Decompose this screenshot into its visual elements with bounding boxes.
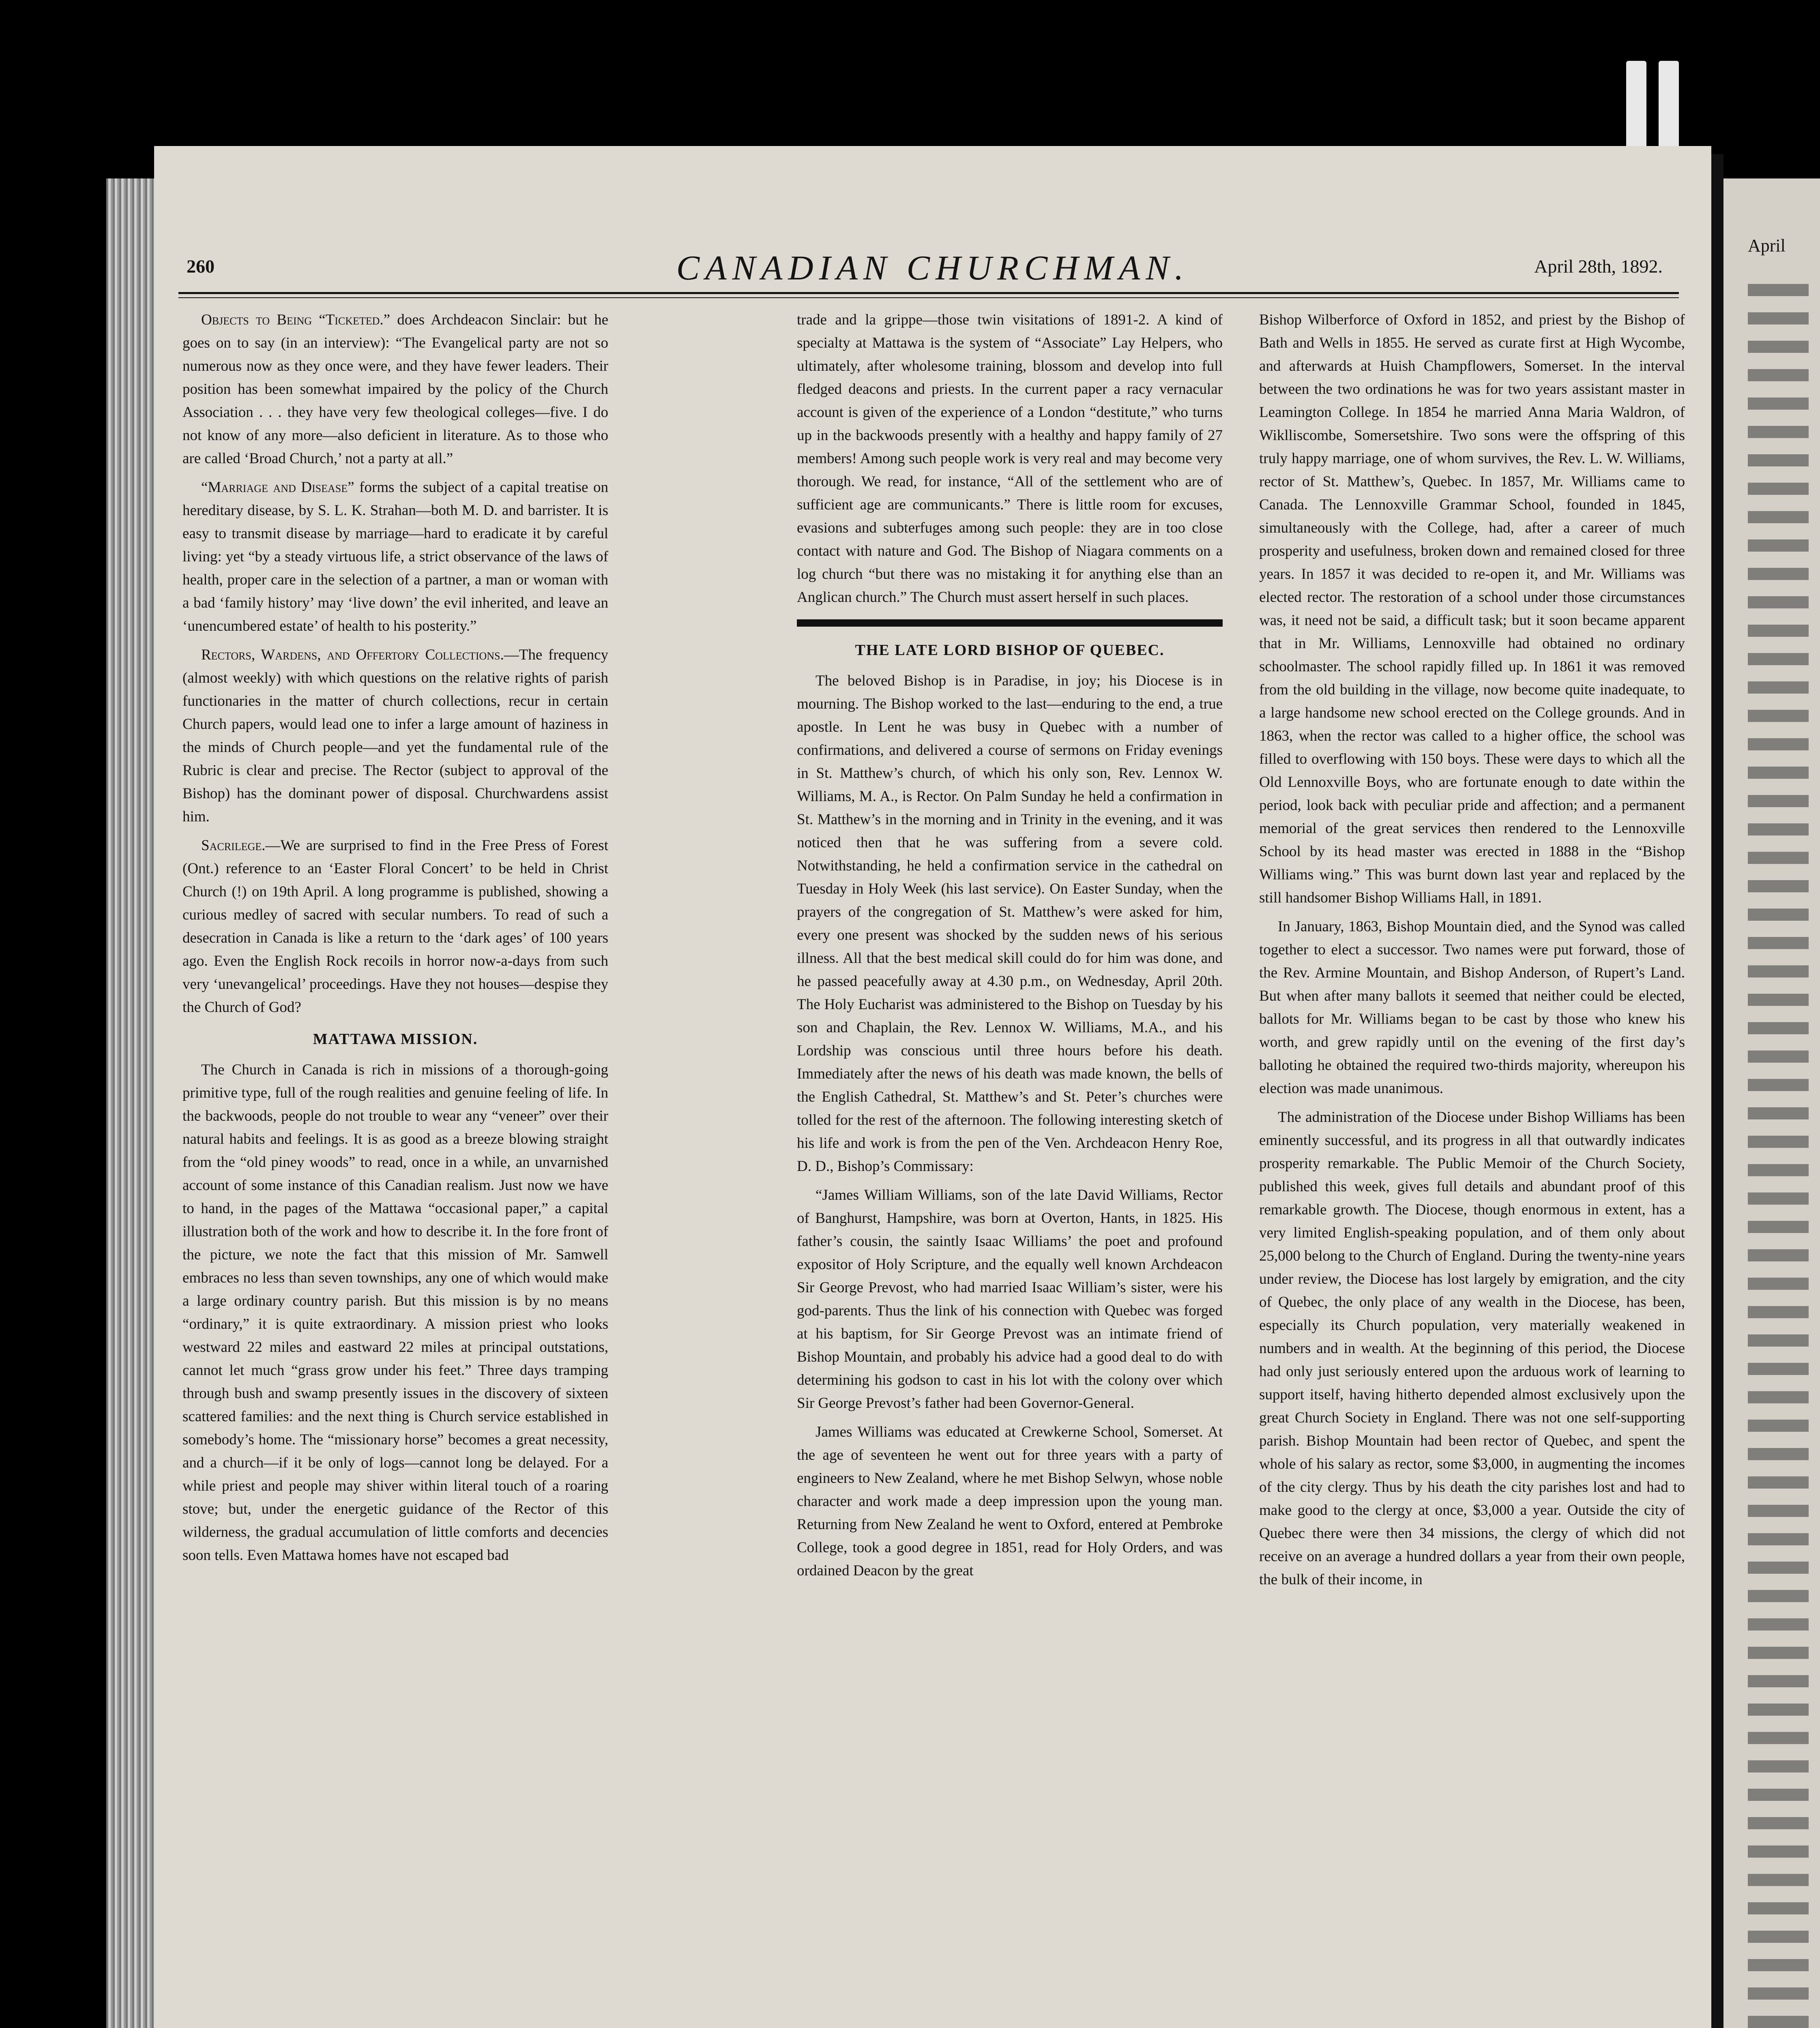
section-heading-mattawa: MATTAWA MISSION. xyxy=(313,1031,478,1048)
paragraph-text: —We are surprised to find in the Free Press of Forest (Ont.) reference to an ‘Easter Floral Concert’ to be held in Christ Church (!) on 19th April. A long programme is published, showing a curious medley of sacred with secular numbers. To read of such a desecration in Canada is like a return to the ‘dark ages’ of 100 years ago. Even the English Rock recoils in horror now-a-days from such very ‘unevangelical’ proceedings. Have they not houses—despise they the Church of God? xyxy=(182,837,608,1016)
page-number: 260 xyxy=(187,256,215,277)
paragraph-bishop-1: The beloved Bishop is in Paradise, in joy; his Diocese is in mourning. The Bishop worked to the last—enduring to the end, a true apostle. In Lent he was busy in Quebec with a number of confirmations, and delivered a course of sermons on Friday evenings in St. Matthew’s church, of which his only son, Rev. Lennox W. Williams, M. A., is Rector. On Palm Sunday he held a confirmation in St. Matthew’s in the morning and in Trinity in the evening, and it was noticed then that he was suffering from a severe cold. Notwithstanding, he held a confirmation service in the cathedral on Tuesday in Holy Week (his last service). On Easter Sunday, when the prayers of the congregation of St. Matthew’s were asked for him, every one present was shocked by the sudden news of his serious illness. All that the best medical skill could do for him was done, and he passed peacefully away at 4.30 p.m., on Wednesday, April 20th. The Holy Eucharist was administered to the Bishop on Tuesday by his son and Chaplain, the Rev. Lennox W. Williams, M.A., and his Lordship was conscious until three hours before his death. Immediately after the news of his death was made known, the bells of the English Cathedral, St. Matthew’s and St. Peter’s churches were tolled for the rest of the afternoon. The following interesting sketch of his life and work is from the pen of the Ven. Archdeacon Henry Roe, D. D., Bishop’s Commissary: xyxy=(797,672,1223,1175)
paragraph-sacrilege xyxy=(182,834,608,1019)
paragraph-bishop-3: James Williams was educated at Crewkerne School, Somerset. At the age of seventeen he went out for three years with a party of engineers to New Zealand, where he met Bishop Selwyn, whose noble character and work made a deep impression upon the young man. Returning from New Zealand he went to Oxford, entered at Pembroke College, took a good degree in 1851, read for Holy Orders, and was ordained Deacon by the great xyxy=(797,1424,1223,1579)
column-2 xyxy=(797,308,1223,1588)
paragraph-text: —The frequency (almost weekly) with which questions on the relative rights of parish functionaries in the matter of church collections, recur in certain Church papers, would lead one to infer a large amount of haziness in the minds of Church people—and yet the fundamental rule of the Rubric is clear and precise. The Rector (subject to approval of the Bishop) has the dominant power of disposal. Churchwardens assist him. xyxy=(182,647,608,825)
paragraph-heading: Rectors, Wardens, and Offertory Collections. xyxy=(201,647,504,663)
paragraph-mattawa-cont: trade and la grippe—those twin visitations of 1891-2. A kind of specialty at Mattawa is the system of “Associate” Lay Helpers, who ultimately, after wholesome training, blossom and develop into full fledged deacons and priests. In the current paper a racy vernacular account is given of the experience of a London “destitute,” who turns up in the backwoods presently with a healthy and happy family of 27 members! Among such people work is very real and may become very thorough. We read, for instance, “All of the settlement who are of sufficient age are communicants.” There is little room for excuses, evasions and subterfuges among such people: they are in too close contact with nature and God. The Bishop of Niagara comments on a log church “but there was no mistaking it for anything else than an Anglican church.” The Church must assert herself in such places. xyxy=(797,312,1223,606)
gutter-shadow xyxy=(1711,154,1723,2028)
paragraph-bishop-2: “James William Williams, son of the late David Williams, Rector of Banghurst, Hampshire, was born at Overton, Hants, in 1825. His father’s cousin, the saintly Isaac Williams’ the poet and profound expositor of Holy Scripture, and the equally well known Archdeacon Sir George Prevost, who had married Isaac William’s sister, were his god-parents. Thus the link of his connection with Quebec was forged at his baptism, for Sir George Prevost was an intimate friend of Bishop Mountain, and probably his advice had a good deal to do with determining his godson to cast in his lot with the colony over which Sir George Prevost’s father had been Governor-General. xyxy=(797,1187,1223,1411)
section-divider xyxy=(797,619,1223,627)
issue-date: April 28th, 1892. xyxy=(1534,256,1663,277)
section-heading-bishop: THE LATE LORD BISHOP OF QUEBEC. xyxy=(855,642,1165,659)
facing-page xyxy=(1723,178,1820,2028)
paragraph-marriage xyxy=(182,476,608,638)
paragraph-bishop-4: Bishop Wilberforce of Oxford in 1852, and priest by the Bishop of Bath and Wells in 1855. He served as curate first at High Wycombe, and afterwards at Huish Champflowers, Somerset. In the interval between the two ordinations he was for two years assistant master in Leamington College. In 1854 he married Anna Maria Waldron, of Wiklliscombe, Somersetshire. Two sons were the offspring of this truly happy marriage, one of whom survives, the Rev. L. W. Williams, rector of St. Matthew’s, Quebec. In 1857, Mr. Williams came to Canada. The Lennoxville Grammar School, founded in 1845, simultaneously with the College, had, after a career of much prosperity and usefulness, broken down and remained closed for three years. In 1857 it was decided to re-open it, and Mr. Williams was elected rector. The restoration of a school under those circumstances was, it need not be said, a difficult task; but it soon became apparent that in Mr. Williams, Lennoxville had obtained no ordinary schoolmaster. The school rapidly filled up. In 1861 it was removed from the old building in the village, now become quite inadequate, to a large handsome new school erected on the College grounds. And in 1863, when the rector was called to a higher office, the school was filled to overflowing with 150 boys. These were days to which all the Old Lennoxville Boys, who are fortunate enough to date within the period, look back with peculiar pride and affection; and a permanent memorial of the great services then rendered to the Lennoxville School by its head master was erected in 1888 in the “Bishop Williams wing.” This was burnt down last year and replaced by the still handsomer Bishop Williams Hall, in 1891. xyxy=(1259,312,1685,906)
paragraph-text: does Archdeacon Sinclair: but he goes on to say (in an interview): “The Evangelical party are not so numerous now as they once were, and they have fewer leaders. Their position has been somewhat impaired by the policy of the Church Association . . . they have very few theological colleges—five. I do not know of any more—also deficient in literature. As to those who are called ‘Broad Church,’ not a party at all.” xyxy=(182,312,608,467)
paragraph-heading: Sacrilege. xyxy=(201,837,266,854)
paragraph-bishop-5: In January, 1863, Bishop Mountain died, and the Synod was called together to elect a successor. Two names were put forward, those of the Rev. Armine Mountain, and Bishop Anderson, of Rupert’s Land. But when after many ballots it seemed that neither could be elected, ballots for Mr. Williams began to be cast by those who knew his worth, and grew rapidly until on the evening of the first day’s balloting he obtained the required two-thirds majority, whereupon his election was made unanimous. xyxy=(1259,918,1685,1097)
newspaper-page xyxy=(154,146,1711,2028)
column-3 xyxy=(1259,308,1685,1597)
header-rule xyxy=(178,292,1679,298)
paragraph-rectors xyxy=(182,643,608,828)
paragraph-text: forms the subject of a capital treatise on hereditary disease, by S. L. K. Strahan—both M. D. and barrister. It is easy to transmit disease by marriage—hard to eradicate it by careful living: yet “by a steady virtuous life, a strict observance of the laws of health, proper care in the selection of a partner, a man or woman with a bad ‘family history’ may ‘live down’ the evil inherited, and leave an ‘unencumbered estate’ of health to his posterity.” xyxy=(182,479,608,634)
facing-page-header: April xyxy=(1748,236,1786,256)
masthead-title: CANADIAN CHURCHMAN. xyxy=(676,248,1189,287)
column-1 xyxy=(182,308,608,1573)
paragraph-heading: Objects to Being “Ticketed.” xyxy=(201,312,391,328)
paragraph-objects xyxy=(182,308,608,470)
paragraph-heading: “Marriage and Disease” xyxy=(201,479,354,496)
paragraph-bishop-6: The administration of the Diocese under Bishop Williams has been eminently successful, and its progress in all that outwardly indicates prosperity remarkable. The Public Memoir of the Church Society, published this week, gives full details and abundant proof of this remarkable growth. The Diocese, though enormous in extent, has a very limited English-speaking population, and of them only about 25,000 belong to the Church of England. During the twenty-nine years under review, the Diocese has lost largely by emigration, and the city of Quebec, the only place of any wealth in the Diocese, has been, especially its Church population, very materially weakened in numbers and in wealth. At the beginning of this period, the Diocese had only just seriously entered upon the arduous work of learning to support itself, having hitherto depended almost exclusively upon the great Church Society in England. There was not one self-supporting parish. Bishop Mountain had been rector of Quebec, and spent the whole of his salary as rector, some $3,000, in augmenting the incomes of the city clergy. Thus by his death the city parishes lost and had to make good to the clergy at once, $3,000 a year. Outside the city of Quebec there were then 34 missions, the clergy of which did not receive on an average a hundred dollars a year from their own people, the bulk of their income, in xyxy=(1259,1109,1685,1588)
book-page-edges xyxy=(106,178,155,2028)
paragraph-mattawa: The Church in Canada is rich in missions of a thorough-going primitive type, full of the rough realities and genuine feeling of life. In the backwoods, people do not trouble to wear any “veneer” over their natural habits and feelings. It is as good as a breeze blowing straight from the “old piney woods” to read, once in a while, an unvarnished account of some instance of this Canadian realism. Just now we have to hand, in the pages of the Mattawa “occasional paper,” a capital illustration both of the work and how to describe it. In the fore front of the picture, we note the fact that this mission of Mr. Samwell embraces no less than seven townships, any one of which would make a large ordinary country parish. But this mission is by no means “ordinary,” it is quite extraordinary. A mission priest who looks westward 22 miles and eastward 22 miles at principal outstations, cannot let much “grass grow under his feet.” Three days tramping through bush and swamp presently issues in the discovery of sixteen scattered families: and the next thing is Church service established in somebody’s home. The “missionary horse” becomes a great necessity, and a church—if it be only of logs—cannot long be delayed. For a while priest and people may shiver within literal touch of a roaring stove; but, under the energetic guidance of the Rector of this wilderness, the gradual accumulation of little comforts and decencies soon tells. Even Mattawa homes have not escaped bad xyxy=(182,1061,608,1564)
